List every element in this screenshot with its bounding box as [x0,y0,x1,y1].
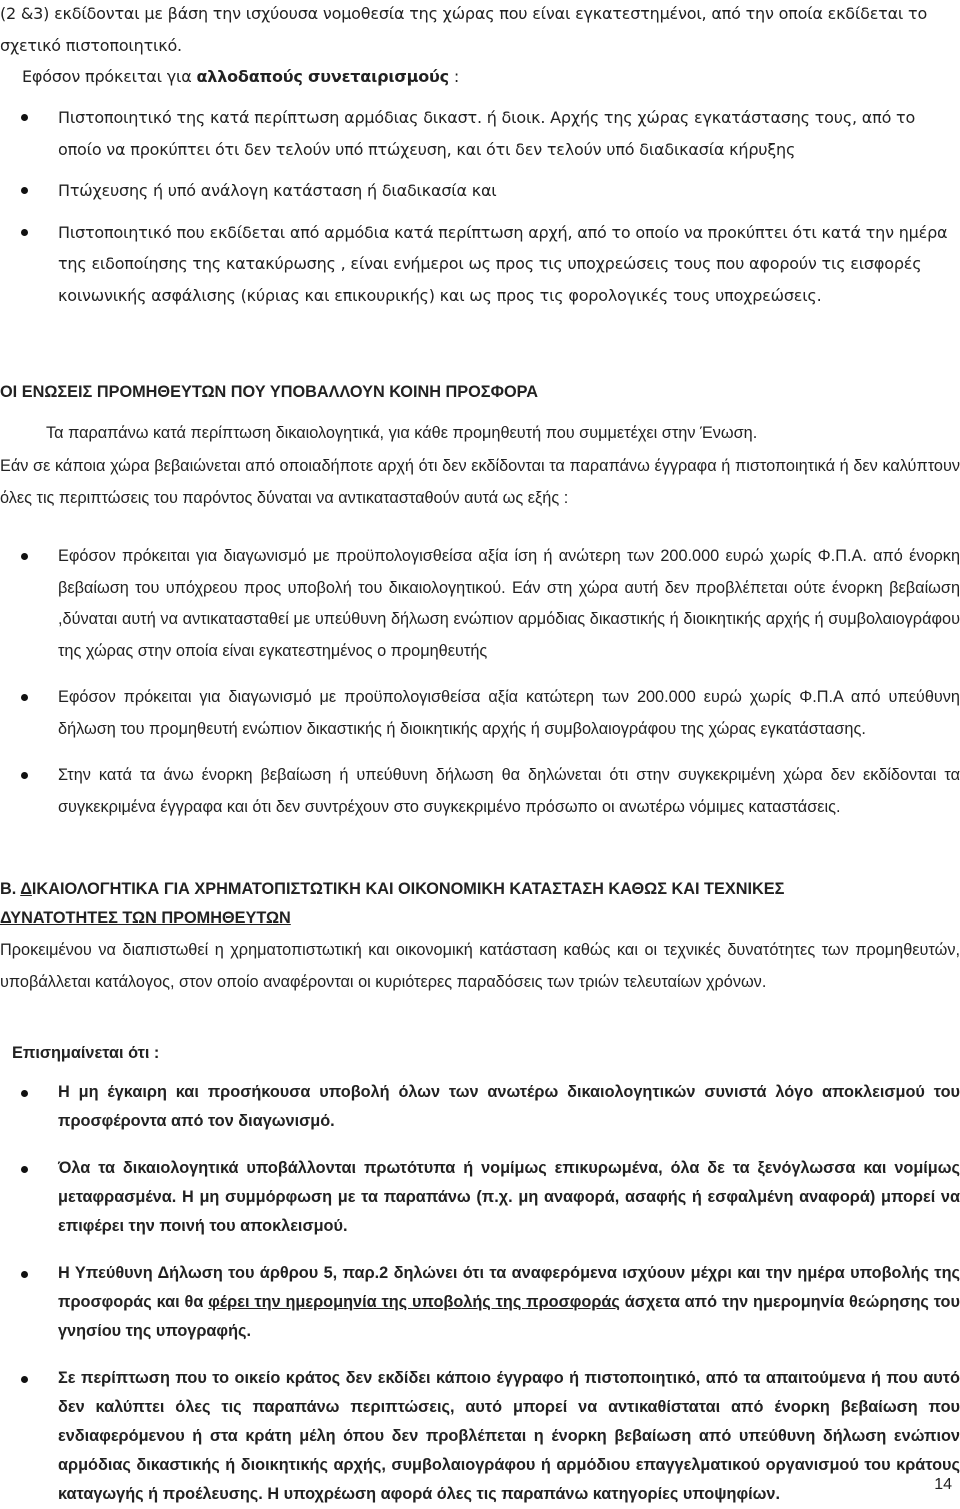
list-item: Σε περίπτωση που το οικείο κράτος δεν εκδίδει κάποιο έγγραφο ή πιστοποιητικό, από τα απαιτούμενα ή που αυτό δεν καλύπτει όλες τις παραπάνω περιπτώσεις, αυτό μπορεί να αντικαθίσταται από ένορκη βεβαίωση που ενδιαφερόμενου ή στα κράτη μέλη όπου δεν προβλέπεται η ένορκη βεβαίωση από υπεύθυνη δήλωση ενώπιον αρμόδιας δικαστικής ή διοικητικής αρχής, συμβολαιογράφου ή αρμόδιου επαγγελματικού οργανισμού του κράτους καταγωγής ή προέλευσης. Η υποχρέωση αφορά όλες τις παραπάνω κατηγορίες υποψηφίων. [0,1364,960,1509]
replacement-intro: Εάν σε κάποια χώρα βεβαιώνεται από οποιαδήποτε αρχή ότι δεν εκδίδονται τα παραπάνω έγγραφα ή πιστοποιητικά ή δεν καλύπτουν όλες τις περιπτώσεις του παρόντος δύναται να αντικατασταθούν αυτά ως εξής : [0,457,960,507]
list-item: Πτώχευσης ή υπό ανάλογη κατάσταση ή διαδικασία και [0,175,960,207]
note-text: Η Υπεύθυνη Δήλωση του άρθρου 5, παρ.2 δηλώνει ότι τα αναφερόμενα ισχύουν μέχρι και την ημέρα υποβολής της προσφοράς και θα [58,1264,960,1311]
replacement-bullets [0,541,960,823]
unions-text: Τα παραπάνω κατά περίπτωση δικαιολογητικά, για κάθε προμηθευτή που συμμετέχει στην Ένωση. [46,424,758,442]
foreign-coops-suffix: : [448,67,460,86]
coop-bullets [0,102,960,311]
list-item: Στην κατά τα άνω ένορκη βεβαίωση ή υπεύθυνη δήλωση θα δηλώνεται ότι στην συγκεκριμένη χώρα δεν εκδίδονται τα συγκεκριμένα έγγραφα και ότι δεν συντρέχουν στο συγκεκριμένο πρόσωπο οι ανωτέρω νόμιμες καταστάσεις. [0,760,960,823]
section-b-rest: ΙΚΑΙΟΛΟΓΗΤΙΚΑ ΓΙΑ ΧΡΗΜΑΤΟΠΙΣΤΩΤΙΚΗ ΚΑΙ ΟΙΚΟΝΟΜΙΚΗ ΚΑΤΑΣΤΑΣΗ ΚΑΘΩΣ ΚΑΙ ΤΕΧΝΙΚΕΣ [31,880,785,898]
list-item: Εφόσον πρόκειται για διαγωνισμό με προϋπολογισθείσα αξία ίση ή ανώτερη των 200.000 ευρώ χωρίς Φ.Π.Α. από ένορκη βεβαίωση του υπόχρεου προς υποβολή του δικαιολογητικού. Εάν στη χώρα αυτή δεν προβλέπεται ούτε ένορκη βεβαίωση ,δύναται αυτή να αντικατασταθεί με υπεύθυνη δήλωση ενώπιον αρμόδιας δικαστικής ή διοικητικής αρχής ή συμβολαιογράφου της χώρας στην οποία είναι εγκατεστημένος ο προμηθευτής [0,541,960,667]
section-b-prefix: Β. [0,880,21,898]
foreign-coops-bold: αλλοδαπούς συνεταιρισμούς [196,67,449,86]
notes-heading: Επισημαίνεται ότι : [12,1044,160,1062]
list-item: Πιστοποιητικό που εκδίδεται από αρμόδια κατά περίπτωση αρχή, από το οποίο να προκύπτει ότι κατά την ημέρα της ειδοποίησης της κατακύρωσης , είναι ενήμεροι ως προς τις υποχρεώσεις τους που αφορούν τις εισφορές κοινωνικής ασφάλισης (κύριας και επικουρικής) και ως προς τις φορολογικές τους υποχρεώσεις. [0,217,960,312]
section-b-line2: ΔΥΝΑΤΟΤΗΤΕΣ ΤΩΝ ΠΡΟΜΗΘΕΥΤΩΝ [0,909,291,927]
intro-paragraph: (2 &3) εκδίδονται με βάση την ισχύουσα νομοθεσία της χώρας που είναι εγκατεστημένοι, από την οποία εκδίδεται το σχετικό πιστοποιητικό. [0,4,928,55]
list-item: Όλα τα δικαιολογητικά υποβάλλονται πρωτότυπα ή νομίμως επικυρωμένα, όλα δε τα ξενόγλωσσα και νομίμως μεταφρασμένα. Η μη συμμόρφωση με τα παραπάνω (π.χ. μη αναφορά, ασαφής ή εσφαλμένη αναφορά) μπορεί να επιφέρει την ποινή του αποκλεισμού. [0,1154,960,1241]
list-item: Η μη έγκαιρη και προσήκουσα υποβολή όλων των ανωτέρω δικαιολογητικών συνιστά λόγο αποκλεισμού του προσφέροντα από τον διαγωνισμό. [0,1078,960,1136]
foreign-coops-line [22,61,952,93]
list-item [0,1259,960,1346]
note-underlined-text: φέρει την ημερομηνία της υποβολής της προσφοράς [208,1293,620,1311]
list-item: Εφόσον πρόκειται για διαγωνισμό με προϋπολογισθείσα αξία κατώτερη των 200.000 ευρώ χωρίς Φ.Π.Α από υπεύθυνη δήλωση του προμηθευτή ενώπιον δικαστικής ή διοικητικής αρχής ή συμβολαιογράφου της χώρας εγκατάστασης. [0,682,960,745]
section-b-underlined: Δ [20,880,32,898]
section-b-heading [0,875,960,933]
note-text: άσχετα από την ημερομηνία θεώρησης του γνησίου της υπογραφής. [58,1293,960,1340]
section-b-text: Προκειμένου να διαπιστωθεί η χρηματοπιστωτική και οικονομική κατάσταση καθώς και οι τεχνικές δυνατότητες των προμηθευτών, υποβάλλεται κατάλογος, στον οποίο αναφέρονται οι κυριότερες παραδόσεις των τριών τελευταίων χρόνων. [0,941,960,991]
notes-list [0,1078,960,1509]
list-item: Πιστοποιητικό της κατά περίπτωση αρμόδιας δικαστ. ή διοικ. Αρχής της χώρας εγκατάστασης τους, από το οποίο να προκύπτει ότι δεν τελούν υπό πτώχευση, και ότι δεν τελούν υπό διαδικασία κήρυξης [0,102,960,165]
unions-heading: ΟΙ ΕΝΩΣΕΙΣ ΠΡΟΜΗΘΕΥΤΩΝ ΠΟΥ ΥΠΟΒΑΛΛΟΥΝ ΚΟΙΝΗ ΠΡΟΣΦΟΡΑ [0,383,539,401]
page-number: 14 [934,1476,952,1493]
foreign-coops-prefix: Εφόσον πρόκειται για [22,67,197,86]
